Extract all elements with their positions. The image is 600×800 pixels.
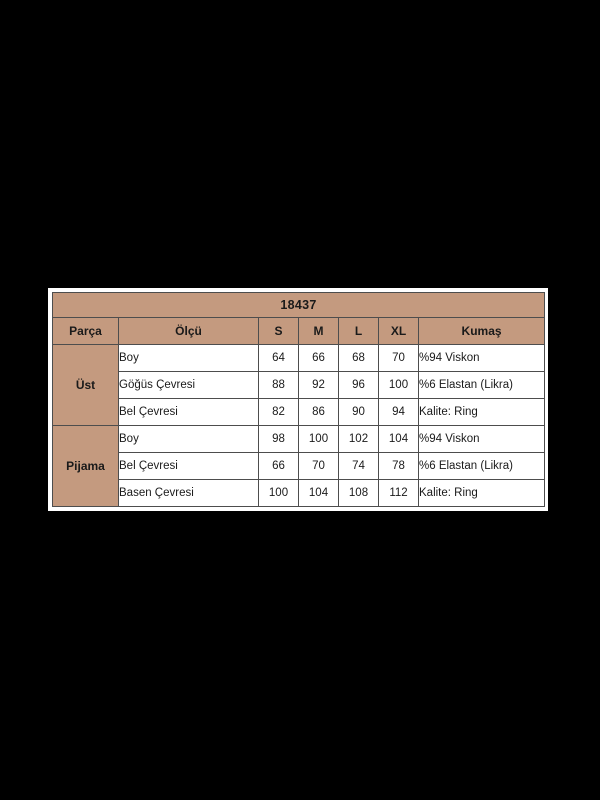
fabric-line: Kalite: Ring <box>419 480 545 507</box>
measure-value: 98 <box>259 426 299 453</box>
measure-value: 112 <box>379 480 419 507</box>
measure-value: 70 <box>379 345 419 372</box>
fabric-line: %6 Elastan (Likra) <box>419 453 545 480</box>
measure-value: 104 <box>299 480 339 507</box>
header-size-l: L <box>339 318 379 345</box>
measure-label: Göğüs Çevresi <box>119 372 259 399</box>
measure-value: 70 <box>299 453 339 480</box>
fabric-line: %6 Elastan (Likra) <box>419 372 545 399</box>
measure-value: 66 <box>299 345 339 372</box>
group-label-ust: Üst <box>53 345 119 426</box>
measure-label: Basen Çevresi <box>119 480 259 507</box>
size-chart-card <box>48 288 548 511</box>
measure-value: 100 <box>259 480 299 507</box>
table-row <box>53 372 545 399</box>
header-size-s: S <box>259 318 299 345</box>
group-label-pijama: Pijama <box>53 426 119 507</box>
measure-label: Boy <box>119 345 259 372</box>
table-row <box>53 345 545 372</box>
measure-value: 94 <box>379 399 419 426</box>
measure-value: 102 <box>339 426 379 453</box>
measure-value: 68 <box>339 345 379 372</box>
table-row <box>53 453 545 480</box>
measure-value: 100 <box>299 426 339 453</box>
fabric-line: %94 Viskon <box>419 426 545 453</box>
measure-value: 96 <box>339 372 379 399</box>
fabric-line: %94 Viskon <box>419 345 545 372</box>
measure-value: 90 <box>339 399 379 426</box>
header-part: Parça <box>53 318 119 345</box>
header-fabric: Kumaş <box>419 318 545 345</box>
table-row <box>53 426 545 453</box>
measure-value: 78 <box>379 453 419 480</box>
header-size-m: M <box>299 318 339 345</box>
measure-value: 64 <box>259 345 299 372</box>
measure-label: Bel Çevresi <box>119 453 259 480</box>
measure-value: 108 <box>339 480 379 507</box>
measure-value: 66 <box>259 453 299 480</box>
header-measure: Ölçü <box>119 318 259 345</box>
measure-value: 74 <box>339 453 379 480</box>
product-code: 18437 <box>53 293 545 318</box>
measure-value: 88 <box>259 372 299 399</box>
fabric-line: Kalite: Ring <box>419 399 545 426</box>
measure-value: 104 <box>379 426 419 453</box>
measure-value: 82 <box>259 399 299 426</box>
size-chart-table <box>52 292 545 507</box>
measure-value: 100 <box>379 372 419 399</box>
header-size-xl: XL <box>379 318 419 345</box>
measure-value: 86 <box>299 399 339 426</box>
table-row <box>53 480 545 507</box>
table-header-row <box>53 318 545 345</box>
measure-value: 92 <box>299 372 339 399</box>
table-title-row <box>53 293 545 318</box>
table-row <box>53 399 545 426</box>
measure-label: Boy <box>119 426 259 453</box>
measure-label: Bel Çevresi <box>119 399 259 426</box>
